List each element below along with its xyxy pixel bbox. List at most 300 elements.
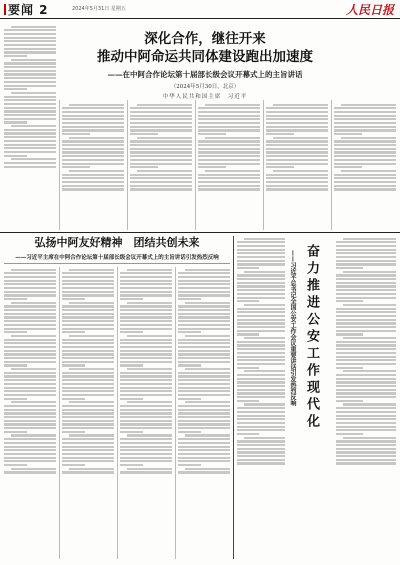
text-line bbox=[62, 328, 114, 330]
text-line bbox=[4, 144, 56, 146]
text-line bbox=[336, 274, 396, 276]
text-line bbox=[62, 423, 114, 425]
text-line bbox=[237, 249, 285, 251]
text-line bbox=[62, 372, 114, 374]
text-line bbox=[237, 396, 285, 398]
text-line bbox=[343, 437, 396, 439]
page-label-text: 要闻 2 bbox=[8, 3, 49, 17]
text-line bbox=[273, 137, 328, 139]
text-line bbox=[178, 398, 201, 400]
text-line bbox=[11, 59, 56, 61]
text-line bbox=[11, 158, 56, 160]
text-line bbox=[120, 416, 172, 418]
text-line bbox=[120, 328, 172, 330]
text-line bbox=[69, 335, 114, 337]
text-line bbox=[336, 356, 396, 358]
text-line bbox=[237, 378, 285, 380]
text-line bbox=[237, 433, 259, 435]
text-line bbox=[62, 159, 124, 161]
text-line bbox=[237, 241, 285, 243]
text-line bbox=[237, 356, 285, 358]
text-line bbox=[120, 324, 172, 326]
text-line bbox=[237, 330, 285, 332]
text-line bbox=[336, 451, 396, 453]
text-line bbox=[336, 267, 363, 269]
text-line bbox=[266, 118, 328, 120]
text-line bbox=[334, 133, 362, 135]
text-line bbox=[62, 272, 114, 274]
text-line bbox=[336, 241, 396, 243]
text-line bbox=[62, 331, 85, 333]
text-line bbox=[334, 181, 396, 183]
text-line bbox=[130, 159, 192, 161]
text-line bbox=[4, 151, 56, 153]
text-line bbox=[120, 427, 172, 429]
text-line bbox=[120, 431, 143, 433]
text-line bbox=[237, 252, 285, 254]
text-line bbox=[178, 423, 230, 425]
text-line bbox=[4, 328, 56, 330]
text-line bbox=[237, 451, 285, 453]
text-line bbox=[11, 26, 56, 28]
text-line bbox=[178, 457, 230, 459]
text-line bbox=[62, 140, 124, 142]
text-line bbox=[4, 464, 27, 466]
text-line bbox=[4, 51, 56, 53]
text-line bbox=[4, 453, 56, 455]
text-line bbox=[120, 438, 172, 440]
text-line bbox=[336, 344, 396, 346]
text-line bbox=[244, 337, 285, 339]
text-line bbox=[336, 363, 396, 365]
text-line bbox=[4, 394, 56, 396]
text-line bbox=[266, 133, 294, 135]
text-line bbox=[4, 73, 56, 75]
text-line bbox=[69, 269, 114, 271]
text-line bbox=[69, 137, 124, 139]
text-line bbox=[237, 381, 285, 383]
text-line bbox=[120, 471, 172, 473]
text-line bbox=[237, 341, 285, 343]
text-line bbox=[62, 442, 114, 444]
text-line bbox=[120, 291, 172, 293]
text-line bbox=[178, 464, 201, 466]
text-line bbox=[62, 446, 114, 448]
text-line bbox=[4, 147, 56, 149]
text-line bbox=[198, 185, 260, 187]
text-line bbox=[4, 431, 27, 433]
text-line bbox=[266, 181, 328, 183]
text-line bbox=[266, 188, 328, 190]
text-line bbox=[266, 107, 328, 109]
text-line bbox=[4, 420, 56, 422]
text-line bbox=[336, 341, 396, 343]
text-line bbox=[120, 361, 172, 363]
text-line bbox=[4, 353, 56, 355]
text-line bbox=[237, 459, 285, 461]
text-line bbox=[120, 375, 172, 377]
text-line bbox=[4, 339, 56, 341]
text-line bbox=[336, 415, 396, 417]
text-line bbox=[198, 163, 260, 165]
text-line bbox=[178, 460, 230, 462]
text-line bbox=[237, 400, 259, 402]
text-line bbox=[237, 333, 259, 335]
text-line bbox=[198, 155, 260, 157]
text-line bbox=[120, 276, 172, 278]
text-line bbox=[120, 313, 172, 315]
text-line bbox=[62, 291, 114, 293]
text-line bbox=[4, 361, 56, 363]
top-subhead: ——在中阿合作论坛第十届部长级会议开幕式上的主旨讲话 bbox=[107, 70, 303, 79]
text-line bbox=[334, 126, 396, 128]
text-line bbox=[4, 118, 56, 120]
text-line bbox=[343, 271, 396, 273]
text-line bbox=[130, 111, 192, 113]
text-line bbox=[4, 457, 56, 459]
text-line bbox=[198, 188, 260, 190]
feature-divider bbox=[233, 236, 234, 559]
text-line bbox=[336, 333, 363, 335]
text-line bbox=[11, 302, 56, 304]
text-line bbox=[198, 144, 260, 146]
text-line bbox=[120, 383, 172, 385]
text-line bbox=[178, 449, 230, 451]
text-line bbox=[4, 372, 56, 374]
text-line bbox=[336, 418, 396, 420]
text-line bbox=[62, 324, 114, 326]
text-line bbox=[130, 126, 192, 128]
text-line bbox=[62, 166, 90, 168]
text-line bbox=[205, 104, 260, 106]
text-line bbox=[237, 274, 285, 276]
text-line bbox=[62, 111, 124, 113]
text-line bbox=[4, 331, 27, 333]
text-line bbox=[266, 163, 328, 165]
text-line bbox=[62, 453, 114, 455]
text-line bbox=[178, 305, 230, 307]
text-line bbox=[4, 309, 56, 311]
text-line bbox=[4, 272, 56, 274]
text-line bbox=[62, 294, 114, 296]
feature-left-headline: 弘扬中阿友好精神 团结共创未来 bbox=[34, 236, 200, 249]
text-line bbox=[62, 133, 90, 135]
text-line bbox=[336, 385, 396, 387]
text-line bbox=[178, 409, 230, 411]
text-line bbox=[4, 298, 27, 300]
text-line bbox=[185, 302, 230, 304]
text-line bbox=[62, 118, 124, 120]
text-line bbox=[62, 457, 114, 459]
text-line bbox=[336, 455, 396, 457]
text-line bbox=[237, 285, 285, 287]
text-line bbox=[178, 390, 230, 392]
text-line bbox=[244, 271, 285, 273]
text-line bbox=[334, 185, 396, 187]
text-line bbox=[62, 115, 124, 117]
text-line bbox=[62, 283, 114, 285]
top-article-column-1 bbox=[4, 24, 56, 229]
text-line bbox=[178, 276, 230, 278]
text-line bbox=[237, 278, 285, 280]
text-line bbox=[237, 256, 285, 258]
text-line bbox=[120, 394, 172, 396]
feature-right-subhead: ——习近平总书记全国公安工作会议重要讲话引发热烈反响 bbox=[289, 250, 296, 406]
column-rule bbox=[175, 267, 176, 559]
text-line bbox=[11, 468, 56, 470]
text-line bbox=[62, 287, 114, 289]
text-line bbox=[127, 269, 172, 271]
text-line bbox=[266, 159, 328, 161]
text-line bbox=[130, 155, 192, 157]
text-line bbox=[120, 372, 172, 374]
text-line bbox=[69, 434, 114, 436]
text-line bbox=[62, 394, 114, 396]
text-line bbox=[244, 370, 285, 372]
text-line bbox=[266, 185, 328, 187]
text-line bbox=[336, 429, 396, 431]
text-line bbox=[62, 383, 114, 385]
text-line bbox=[336, 381, 396, 383]
text-line bbox=[266, 166, 294, 168]
text-line bbox=[266, 140, 328, 142]
text-line bbox=[336, 448, 396, 450]
text-line bbox=[4, 81, 56, 83]
feature-left-column-1 bbox=[4, 267, 56, 559]
text-line bbox=[4, 121, 27, 123]
text-line bbox=[137, 137, 192, 139]
text-line bbox=[4, 77, 56, 79]
text-line bbox=[62, 313, 114, 315]
text-line bbox=[237, 455, 285, 457]
text-line bbox=[62, 398, 85, 400]
text-line bbox=[178, 324, 230, 326]
text-line bbox=[130, 129, 192, 131]
text-line bbox=[336, 245, 396, 247]
text-line bbox=[336, 426, 396, 428]
text-line bbox=[130, 122, 192, 124]
text-line bbox=[4, 29, 56, 31]
text-line bbox=[178, 353, 230, 355]
text-line bbox=[178, 394, 230, 396]
text-line bbox=[178, 420, 230, 422]
text-line bbox=[62, 129, 124, 131]
text-line bbox=[120, 379, 172, 381]
text-line bbox=[237, 297, 285, 299]
text-line bbox=[62, 151, 124, 153]
text-line bbox=[237, 315, 285, 317]
text-line bbox=[237, 448, 285, 450]
text-line bbox=[62, 280, 114, 282]
text-line bbox=[341, 137, 396, 139]
text-line bbox=[4, 62, 56, 64]
text-line bbox=[4, 390, 56, 392]
text-line bbox=[62, 122, 124, 124]
text-line bbox=[69, 170, 124, 172]
text-line bbox=[336, 433, 363, 435]
text-line bbox=[62, 412, 114, 414]
text-line bbox=[336, 289, 396, 291]
text-line bbox=[62, 174, 124, 176]
text-line bbox=[336, 407, 396, 409]
text-line bbox=[4, 37, 56, 39]
text-line bbox=[334, 118, 396, 120]
text-line bbox=[120, 320, 172, 322]
text-line bbox=[130, 188, 192, 190]
text-line bbox=[120, 309, 172, 311]
text-line bbox=[198, 118, 260, 120]
text-line bbox=[336, 367, 363, 369]
text-line bbox=[4, 287, 56, 289]
text-line bbox=[120, 346, 172, 348]
text-line bbox=[4, 442, 56, 444]
text-line bbox=[244, 238, 285, 240]
text-line bbox=[120, 387, 172, 389]
text-line bbox=[178, 453, 230, 455]
text-line bbox=[62, 298, 85, 300]
text-line bbox=[198, 177, 260, 179]
text-line bbox=[62, 416, 114, 418]
text-line bbox=[120, 420, 172, 422]
text-line bbox=[185, 269, 230, 271]
text-line bbox=[130, 140, 192, 142]
text-line bbox=[237, 415, 285, 417]
text-line bbox=[120, 287, 172, 289]
text-line bbox=[62, 148, 124, 150]
text-line bbox=[237, 426, 285, 428]
text-line bbox=[4, 379, 56, 381]
masthead bbox=[0, 0, 400, 19]
text-line bbox=[178, 294, 230, 296]
text-line bbox=[237, 374, 285, 376]
text-line bbox=[237, 282, 285, 284]
text-line bbox=[237, 344, 285, 346]
text-line bbox=[69, 302, 114, 304]
text-line bbox=[237, 308, 285, 310]
text-line bbox=[4, 33, 56, 35]
text-line bbox=[120, 453, 172, 455]
text-line bbox=[4, 342, 56, 344]
text-line bbox=[198, 151, 260, 153]
column-rule bbox=[59, 267, 60, 559]
text-line bbox=[62, 188, 124, 190]
text-line bbox=[4, 449, 56, 451]
text-line bbox=[178, 320, 230, 322]
text-line bbox=[178, 427, 230, 429]
text-line bbox=[336, 422, 396, 424]
text-line bbox=[178, 364, 201, 366]
text-line bbox=[334, 148, 396, 150]
text-line bbox=[120, 457, 172, 459]
text-line bbox=[198, 129, 260, 131]
text-line bbox=[4, 114, 56, 116]
text-line bbox=[69, 468, 114, 470]
text-line bbox=[237, 267, 259, 269]
text-line bbox=[120, 423, 172, 425]
text-line bbox=[237, 407, 285, 409]
text-line bbox=[237, 263, 285, 265]
text-line bbox=[336, 263, 396, 265]
text-line bbox=[334, 129, 396, 131]
text-line bbox=[120, 398, 143, 400]
text-line bbox=[4, 155, 27, 157]
feature-left-column-4 bbox=[178, 267, 230, 559]
feature-left-column-3 bbox=[120, 267, 172, 559]
text-line bbox=[62, 420, 114, 422]
text-line bbox=[178, 372, 230, 374]
text-line bbox=[237, 260, 285, 262]
top-dateline: （2024年5月30日，北京） bbox=[170, 84, 240, 90]
text-line bbox=[62, 460, 114, 462]
text-line bbox=[120, 464, 143, 466]
text-line bbox=[266, 177, 328, 179]
text-line bbox=[4, 398, 27, 400]
text-line bbox=[69, 401, 114, 403]
text-line bbox=[4, 460, 56, 462]
text-line bbox=[336, 440, 396, 442]
text-line bbox=[178, 387, 230, 389]
text-line bbox=[198, 159, 260, 161]
text-line bbox=[62, 405, 114, 407]
text-line bbox=[4, 107, 56, 109]
text-line bbox=[178, 438, 230, 440]
text-line bbox=[69, 104, 124, 106]
text-line bbox=[62, 353, 114, 355]
text-line bbox=[336, 392, 396, 394]
text-line bbox=[198, 126, 260, 128]
text-line bbox=[198, 174, 260, 176]
text-line bbox=[4, 409, 56, 411]
text-line bbox=[336, 378, 396, 380]
text-line bbox=[4, 276, 56, 278]
column-rule bbox=[263, 100, 264, 230]
text-line bbox=[336, 285, 396, 287]
text-line bbox=[237, 300, 259, 302]
text-line bbox=[178, 309, 230, 311]
text-line bbox=[198, 148, 260, 150]
text-line bbox=[237, 322, 285, 324]
text-line bbox=[336, 330, 396, 332]
feature-right-column-1 bbox=[237, 236, 285, 559]
text-line bbox=[237, 348, 285, 350]
text-line bbox=[62, 305, 114, 307]
text-line bbox=[273, 170, 328, 172]
text-line bbox=[237, 429, 285, 431]
text-line bbox=[237, 422, 285, 424]
text-line bbox=[266, 144, 328, 146]
text-line bbox=[120, 331, 143, 333]
top-headline-line1: 深化合作，继往开来 bbox=[144, 31, 266, 47]
text-line bbox=[178, 350, 230, 352]
text-line bbox=[120, 283, 172, 285]
text-line bbox=[62, 163, 124, 165]
text-line bbox=[120, 280, 172, 282]
column-rule bbox=[117, 267, 118, 559]
text-line bbox=[266, 122, 328, 124]
top-article-column-6 bbox=[334, 102, 396, 230]
text-line bbox=[178, 287, 230, 289]
text-line bbox=[185, 401, 230, 403]
text-line bbox=[4, 162, 56, 164]
text-line bbox=[130, 148, 192, 150]
text-line bbox=[62, 181, 124, 183]
top-headline-line2: 推动中阿命运共同体建设跑出加速度 bbox=[97, 49, 313, 65]
text-line bbox=[336, 300, 363, 302]
text-line bbox=[336, 315, 396, 317]
text-line bbox=[69, 368, 114, 370]
text-line bbox=[120, 294, 172, 296]
text-line bbox=[237, 289, 285, 291]
